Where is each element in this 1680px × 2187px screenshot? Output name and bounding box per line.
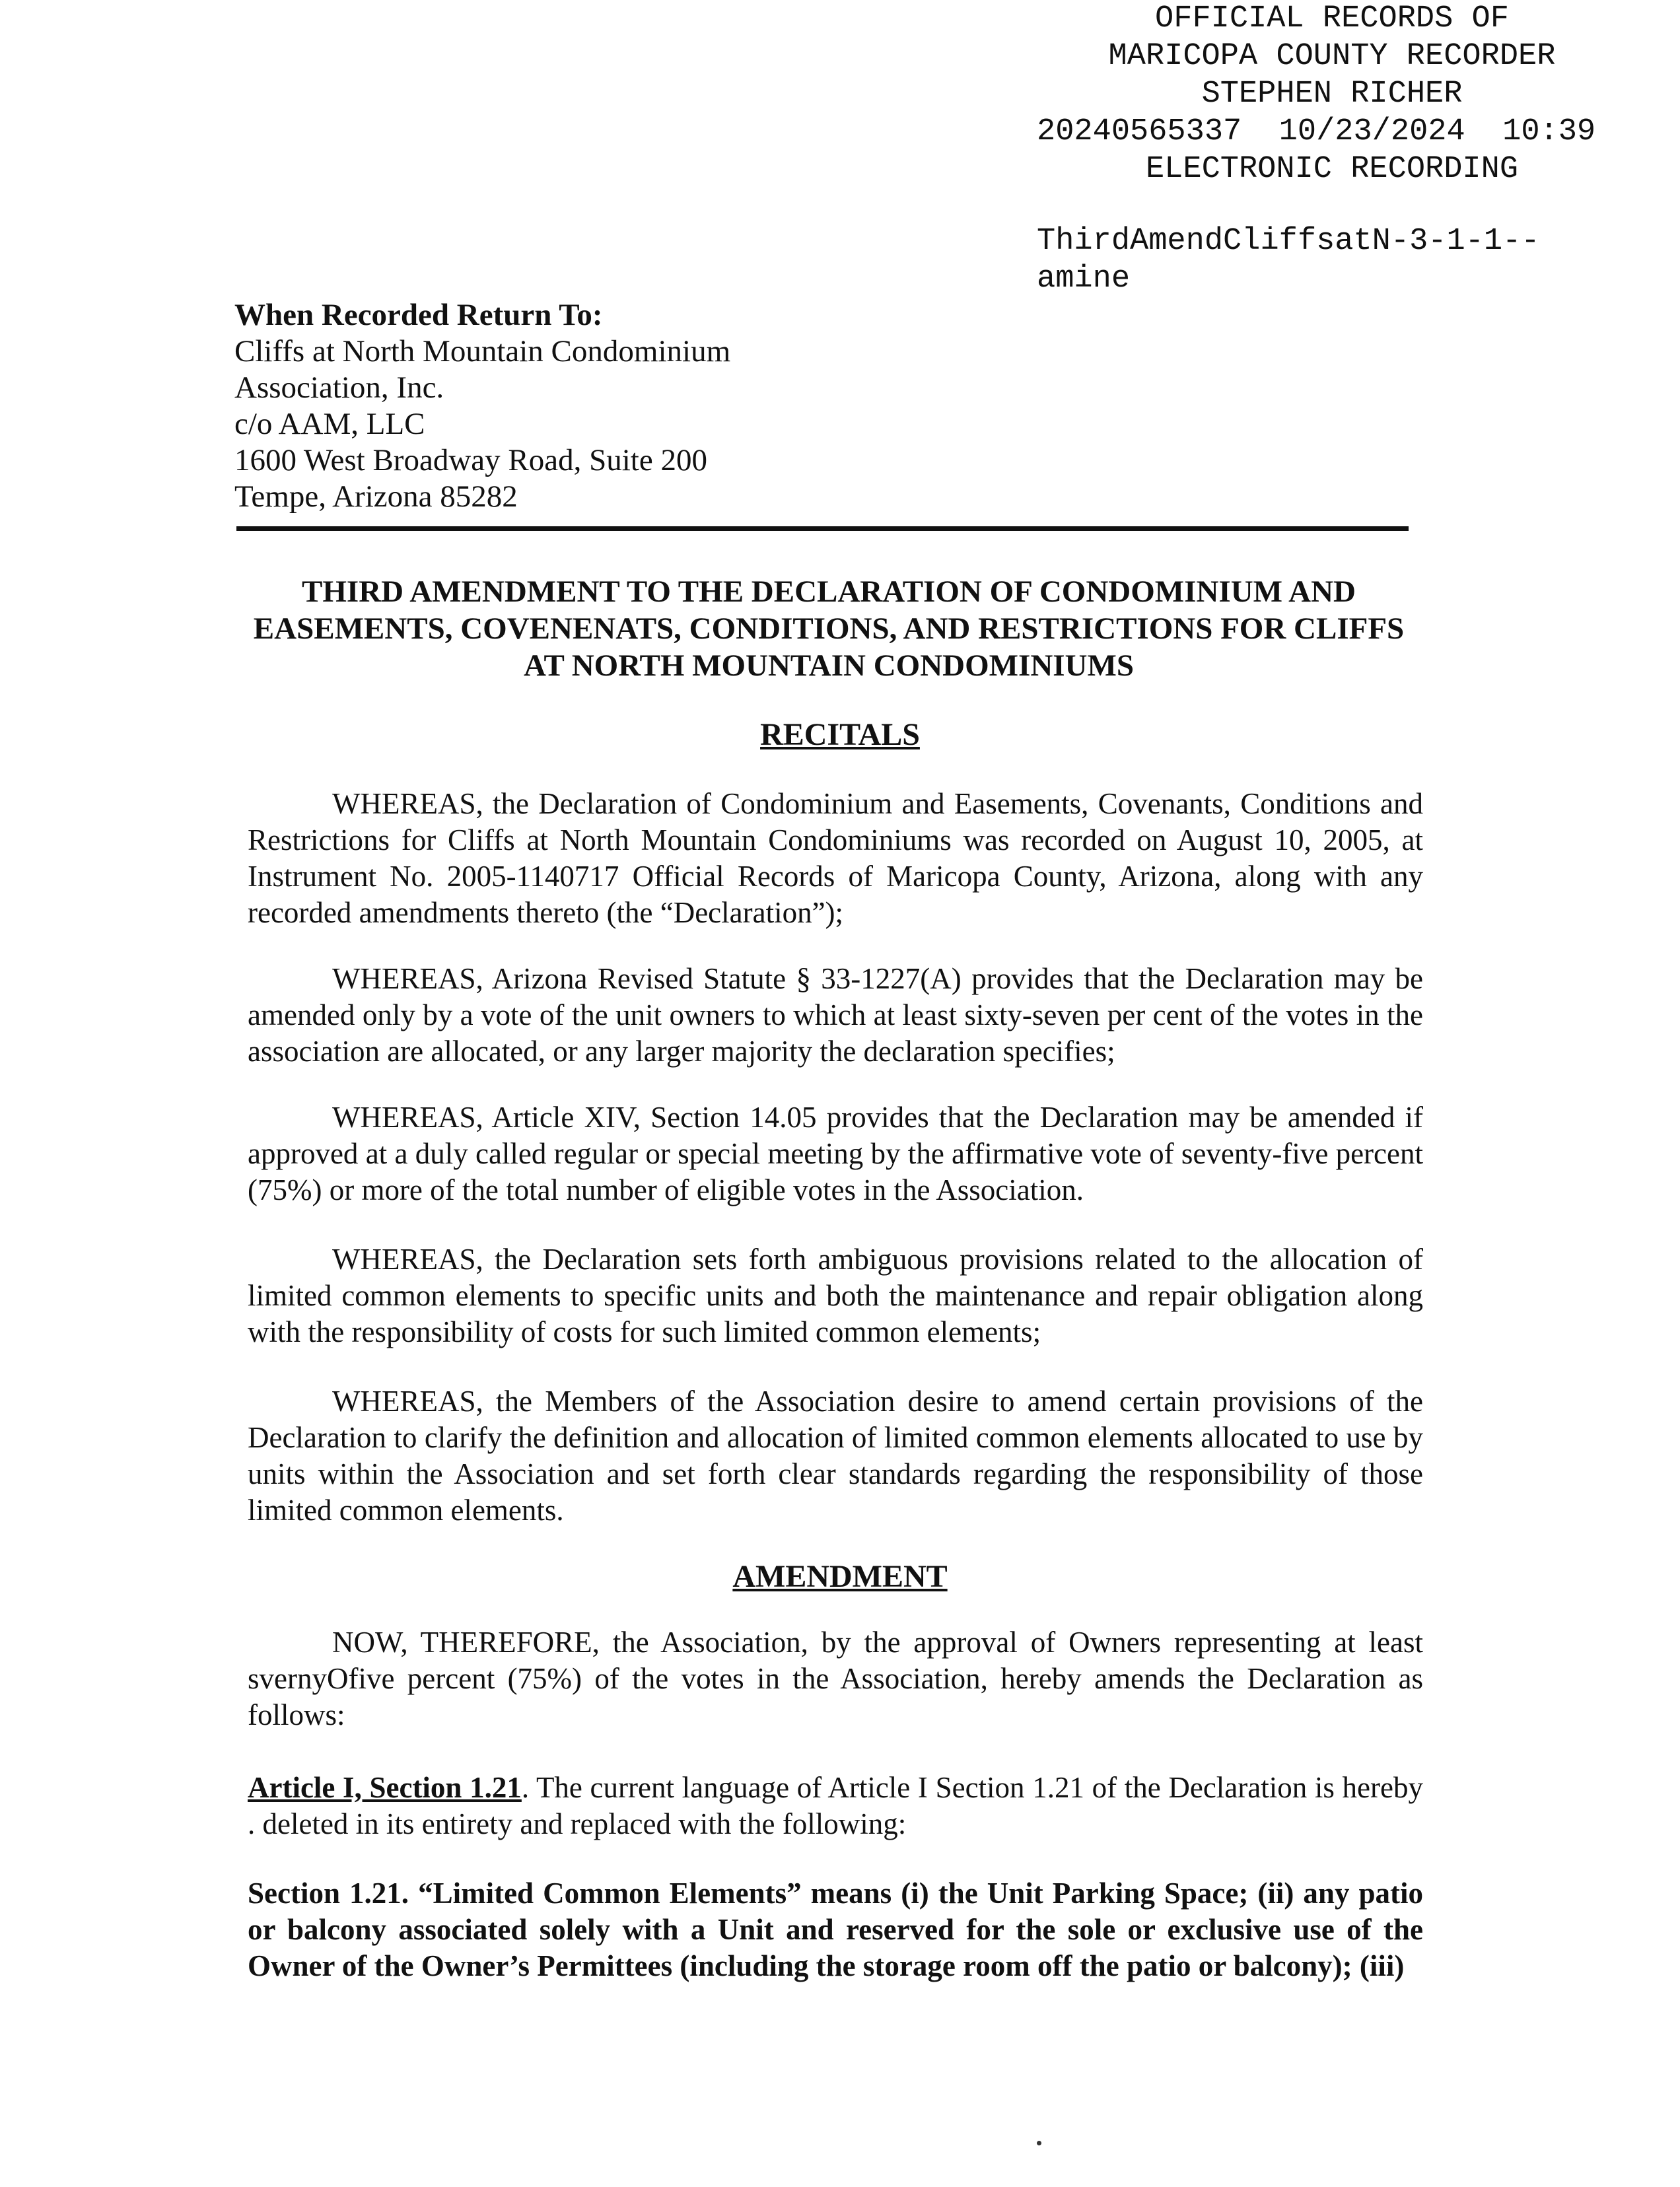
- stamp-doc-id: ThirdAmendCliffsatN-3-1-1--: [1037, 224, 1540, 259]
- article-text: . The current language of Article I Section 1.21 of the Declaration is hereby . deleted in its entirety and replaced with the following:: [248, 1771, 1423, 1840]
- title-line: THIRD AMENDMENT TO THE DECLARATION OF CONDOMINIUM AND: [302, 574, 1356, 609]
- return-line: 1600 West Broadway Road, Suite 200: [234, 443, 707, 477]
- recital-paragraph: [248, 1383, 1423, 1529]
- recital-text: WHEREAS, the Members of the Association desire to amend certain provisions of the Declaration to clarify the definition and allocation of limited common elements allocated to use by units within the Association and set forth clear standards regarding the responsibility of those limited common elements.: [248, 1385, 1423, 1527]
- article-reference: Article I, Section 1.21: [248, 1771, 522, 1804]
- stamp-line: OFFICIAL RECORDS OF: [1155, 1, 1509, 36]
- amendment-heading: AMENDMENT: [732, 1559, 948, 1594]
- recital-text: WHEREAS, Arizona Revised Statute § 33-1227(A) provides that the Declaration may be amended only by a vote of the unit owners to which at least sixty-seven per cent of the votes in the association are allocated, or any larger majority the declaration specifies;: [248, 962, 1423, 1068]
- recitals-heading: RECITALS: [760, 717, 920, 752]
- section-text: Section 1.21. “Limited Common Elements” means (i) the Unit Parking Space; (ii) any patio or balcony associated solely with a Unit and reserved for the sole or exclusive use of the Owner of the Owner’s Permittees (including the storage room off the patio or balcony); (iii): [248, 1877, 1423, 1982]
- horizontal-divider: [236, 526, 1409, 531]
- document-title: [218, 573, 1440, 684]
- recital-text: WHEREAS, the Declaration sets forth ambiguous provisions related to the allocation of limited common elements to specific units and both the maintenance and repair obligation along with the responsibility of costs for such limited common elements;: [248, 1243, 1423, 1348]
- stamp-line: ELECTRONIC RECORDING: [1145, 152, 1519, 187]
- return-address-block: [234, 297, 829, 515]
- recital-paragraph: [248, 786, 1423, 931]
- amendment-intro: [248, 1624, 1423, 1733]
- amendment-intro-text: NOW, THEREFORE, the Association, by the approval of Owners representing at least svernyOfive percent (75%) of the votes in the Association, hereby amends the Declaration as follows:: [248, 1626, 1423, 1731]
- recital-text: WHEREAS, the Declaration of Condominium and Easements, Covenants, Conditions and Restrictions for Cliffs at North Mountain Condominiums was recorded on August 10, 2005, at Instrument No. 2005-1140717 Official Records of Maricopa County, Arizona, along with any recorded amendments thereto (the “Declaration”);: [248, 787, 1423, 929]
- stamp-doc-id: amine: [1037, 261, 1131, 296]
- article-paragraph: [248, 1770, 1423, 1842]
- recital-paragraph: [248, 1241, 1423, 1350]
- recital-paragraph: [248, 1099, 1423, 1208]
- recorder-stamp: [984, 0, 1680, 298]
- stamp-line: STEPHEN RICHER: [1201, 77, 1463, 112]
- return-line: Association, Inc.: [234, 370, 444, 405]
- scan-speck: [1037, 2141, 1041, 2145]
- recital-paragraph: [248, 961, 1423, 1070]
- title-line: EASEMENTS, COVENENATS, CONDITIONS, AND RESTRICTIONS FOR CLIFFS: [253, 611, 1405, 646]
- return-line: Tempe, Arizona 85282: [234, 479, 518, 514]
- recital-text: WHEREAS, Article XIV, Section 14.05 provides that the Declaration may be amended if approved at a duly called regular or special meeting by the affirmative vote of seventy-five percent (75%) or more of the total number of eligible votes in the Association.: [248, 1101, 1423, 1206]
- return-line: Cliffs at North Mountain Condominium: [234, 334, 731, 368]
- stamp-line: 20240565337 10/23/2024 10:39: [1037, 114, 1596, 149]
- return-line: c/o AAM, LLC: [234, 407, 425, 441]
- title-line: AT NORTH MOUNTAIN CONDOMINIUMS: [523, 648, 1134, 683]
- return-label: When Recorded Return To:: [234, 298, 603, 332]
- section-paragraph: [248, 1875, 1423, 1984]
- stamp-line: MARICOPA COUNTY RECORDER: [1108, 39, 1556, 74]
